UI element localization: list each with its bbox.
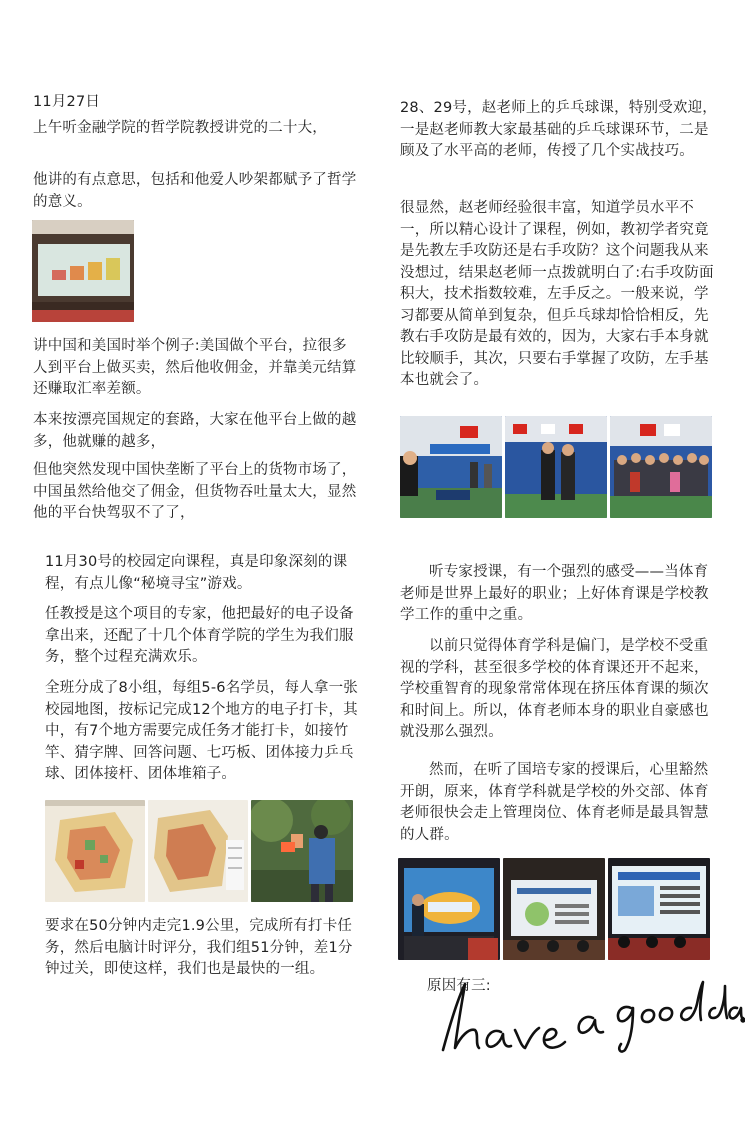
left-paragraph-9: 要求在50分钟内走完1.9公里，完成所有打卡任务，然后电脑计时评分，我们组51分钟，差1分钟过关，即使这样，我们也是最快的一组。 [45, 918, 353, 977]
expert-lecture-photo-2 [503, 858, 605, 960]
left-paragraph-5: 但他突然发现中国快垄断了平台上的货物市场了，中国虽然给他交了佣金，但货物吞吐量太大，显然他的平台快驾驭不了了， [33, 462, 357, 521]
right-paragraph-4: 以前只觉得体育学科是偏门，是学校不受重视的学科，甚至很多学校的体育课还开不起来，学校重智育的现象常常体现在挤压体育课的频次和时间上。所以，体育老师本身的职业自豪感也就没那么强烈。 [400, 638, 709, 740]
left-paragraph-6: 11月30号的校园定向课程，真是印象深刻的课程，有点儿像“秘境寻宝”游戏。 [45, 554, 348, 592]
left-paragraph-3: 讲中国和美国时举个例子:美国做个平台，拉很多人到平台上做买卖，然后他收佣金，并靠美元结算还赚取汇率差额。 [33, 338, 357, 397]
left-paragraph-7: 任教授是这个项目的专家，他把最好的电子设备拿出来，还配了十几个体育学院的学生为我们服务，整个过程充满欢乐。 [45, 606, 354, 665]
handwritten-signature [435, 978, 745, 1058]
right-paragraph-6: 原因有三: [427, 978, 491, 994]
right-paragraph-2: 很显然，赵老师经验很丰富，知道学员水平不一，所以精心设计了课程，例如，教初学者究竟是先教左手攻防还是右手攻防？这个问题我从来没想过，结果赵老师一点拨就明白了:右手攻防面积大，技术指数较难，左手反之。一般来说，学习都要从简单到复杂，但乒乓球却恰恰相反，先教右手攻防是最有效的，因为，大家右手本身就比较顺手，其次，只要右手掌握了攻防，左手基本也就会了。 [400, 200, 714, 388]
pingpong-photo-2 [505, 416, 607, 518]
expert-lecture-photo-1 [398, 858, 500, 960]
pingpong-group-photo [610, 416, 712, 518]
right-paragraph-1: 28、29号，赵老师上的乒乓球课，特别受欢迎，一是赵老师教大家最基础的乒乓球课环节，二是顾及了水平高的老师，传授了几个实战技巧。 [400, 100, 717, 159]
right-paragraph-3: 听专家授课，有一个强烈的感受——当体育老师是世界上最好的职业；上好体育课是学校教学工作的重中之重。 [400, 564, 709, 623]
date-heading: 11月27日 [33, 94, 101, 110]
expert-lecture-photo-3 [608, 858, 710, 960]
left-paragraph-8: 全班分成了8小组，每组5-6名学员，每人拿一张校园地图，按标记完成12个地方的电子打卡，其中，有7个地方需要完成任务才能打卡，如接竹竿、猜字牌、回答问题、七巧板、团体接力乒乓球、团体接杆、团体堆箱子。 [45, 680, 359, 782]
left-paragraph-4: 本来按漂亮国规定的套路，大家在他平台上做的越多，他就赚的越多， [33, 412, 357, 450]
orienteering-photo [251, 800, 353, 902]
left-paragraph-2: 他讲的有点意思，包括和他爱人吵架都赋予了哲学的意义。 [33, 172, 357, 210]
right-paragraph-5: 然而，在听了国培专家的授课后，心里豁然开朗，原来，体育学科就是学校的外交部、体育老师很快会走上管理岗位、体育老师是最具智慧的人群。 [400, 762, 709, 843]
pingpong-photo-1 [400, 416, 502, 518]
lecture-photo [32, 220, 134, 322]
campus-map-photo-1 [45, 800, 145, 902]
left-paragraph-1: 上午听金融学院的哲学院教授讲党的二十大， [33, 120, 327, 136]
campus-map-photo-2 [148, 800, 248, 902]
